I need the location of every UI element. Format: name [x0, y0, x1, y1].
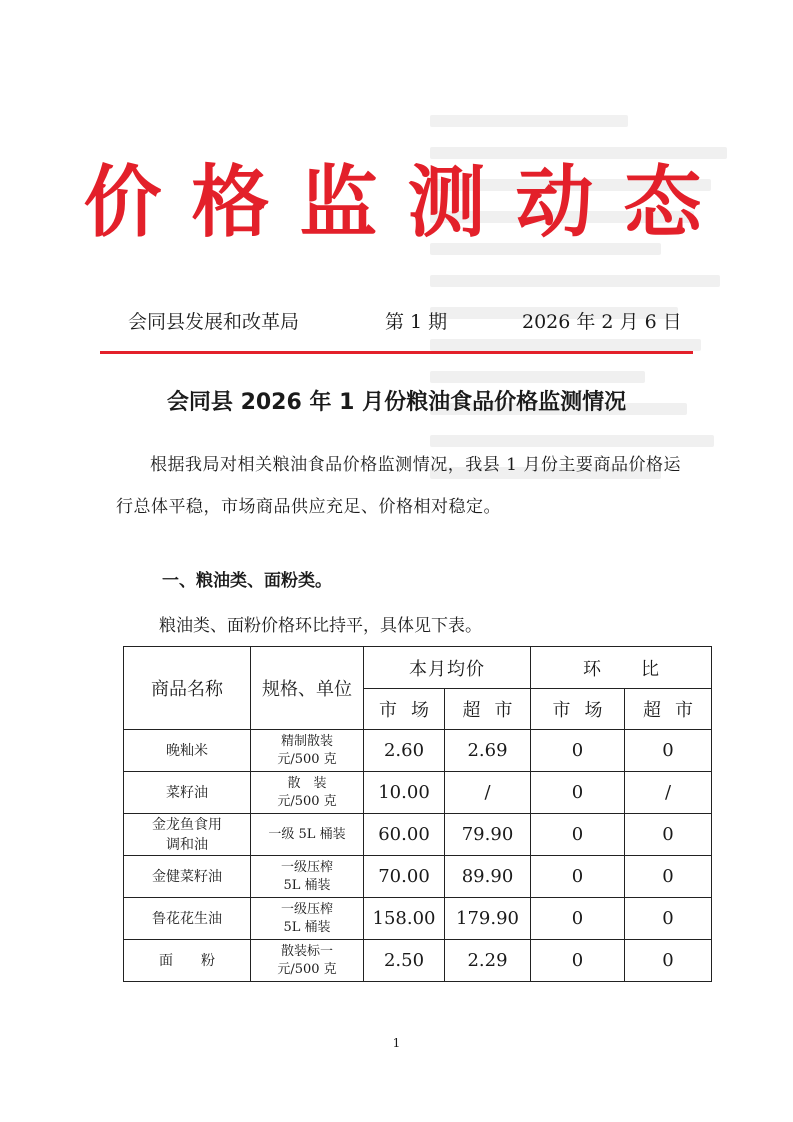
ratio-supermarket: 0	[625, 856, 712, 898]
header-name: 商品名称	[124, 647, 251, 730]
table-row	[124, 730, 712, 772]
issuing-organization: 会同县发展和改革局	[128, 311, 300, 333]
masthead-title: 价格监测动态	[83, 157, 732, 248]
table-row	[124, 814, 712, 856]
market-price: 60.00	[364, 814, 445, 856]
article-title: 会同县 2026 年 1 月份粮油食品价格监测情况	[166, 390, 627, 415]
header-avg-supermarket: 超 市	[445, 689, 531, 730]
ratio-supermarket: 0	[625, 730, 712, 772]
header-ratio-supermarket: 超 市	[625, 689, 712, 730]
product-name: 金健菜籽油	[124, 856, 251, 898]
ratio-supermarket: 0	[625, 898, 712, 940]
market-price: 2.50	[364, 940, 445, 982]
product-spec: 散 装 元/500 克	[251, 772, 364, 814]
product-name: 菜籽油	[124, 772, 251, 814]
supermarket-price: 89.90	[445, 856, 531, 898]
market-price: 158.00	[364, 898, 445, 940]
product-spec: 散装标一 元/500 克	[251, 940, 364, 982]
supermarket-price: 79.90	[445, 814, 531, 856]
table-row	[124, 856, 712, 898]
ratio-market: 0	[531, 772, 625, 814]
table-row	[124, 772, 712, 814]
supermarket-price: 2.29	[445, 940, 531, 982]
price-table	[123, 646, 712, 982]
product-name: 晚籼米	[124, 730, 251, 772]
ratio-market: 0	[531, 856, 625, 898]
page-number: 1	[392, 1036, 401, 1050]
header-spec: 规格、单位	[251, 647, 364, 730]
supermarket-price: 179.90	[445, 898, 531, 940]
section-heading: 一、粮油类、面粉类。	[162, 571, 332, 591]
ratio-supermarket: 0	[625, 814, 712, 856]
ratio-market: 0	[531, 814, 625, 856]
product-spec: 精制散装 元/500 克	[251, 730, 364, 772]
market-price: 2.60	[364, 730, 445, 772]
ratio-supermarket: /	[625, 772, 712, 814]
supermarket-price: 2.69	[445, 730, 531, 772]
table-row	[124, 898, 712, 940]
product-name: 面 粉	[124, 940, 251, 982]
ratio-supermarket: 0	[625, 940, 712, 982]
header-ratio: 环 比	[531, 647, 712, 689]
table-row	[124, 940, 712, 982]
product-spec: 一级压榨 5L 桶装	[251, 856, 364, 898]
supermarket-price: /	[445, 772, 531, 814]
red-divider	[100, 351, 693, 354]
section-lead: 粮油类、面粉价格环比持平，具体见下表。	[159, 616, 482, 636]
header-avg-market: 市 场	[364, 689, 445, 730]
issue-date: 2026 年 2 月 6 日	[522, 311, 682, 333]
product-name: 鲁花花生油	[124, 898, 251, 940]
header-avg-price: 本月均价	[364, 647, 531, 689]
ratio-market: 0	[531, 940, 625, 982]
product-name: 金龙鱼食用 调和油	[124, 814, 251, 856]
product-spec: 一级压榨 5L 桶装	[251, 898, 364, 940]
header-ratio-market: 市 场	[531, 689, 625, 730]
product-spec: 一级 5L 桶装	[251, 814, 364, 856]
ratio-market: 0	[531, 730, 625, 772]
issue-number: 第 1 期	[385, 311, 448, 333]
ratio-market: 0	[531, 898, 625, 940]
intro-paragraph: 根据我局对相关粮油食品价格监测情况，我县 1 月份主要商品价格运行总体平稳，市场商品供应充足、价格相对稳定。	[116, 455, 681, 517]
market-price: 10.00	[364, 772, 445, 814]
market-price: 70.00	[364, 856, 445, 898]
